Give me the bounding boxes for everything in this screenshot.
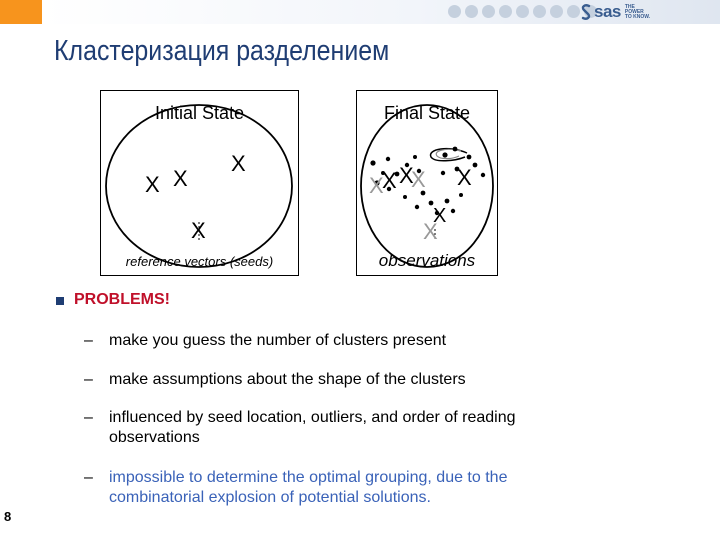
dash-bullet-3: – bbox=[84, 409, 93, 426]
problem-item-3: influenced by seed location, outliers, and order of reading observations bbox=[109, 409, 516, 446]
seed-marker-2: X bbox=[173, 166, 188, 191]
initial-seed-ghost-3: X bbox=[423, 219, 438, 244]
problem-item-2: make assumptions about the shape of the clusters bbox=[109, 371, 466, 388]
final-state-label: Final State bbox=[383, 103, 471, 123]
orange-corner-block bbox=[0, 0, 42, 24]
sas-logo-tagline: THE POWER TO KNOW. bbox=[624, 3, 651, 20]
slide-title: Кластеризация разделением bbox=[54, 35, 390, 67]
centroid-marker-2: X bbox=[399, 163, 414, 188]
initial-seed-ghost-2: X bbox=[411, 167, 426, 192]
seed-marker-3: X bbox=[231, 151, 246, 176]
initial-state-caption: reference vectors (seeds) bbox=[125, 254, 274, 269]
centroid-marker-4: X bbox=[433, 205, 447, 227]
dash-bullet-1: – bbox=[84, 332, 93, 349]
sas-logo bbox=[580, 2, 650, 22]
decorative-dots bbox=[448, 5, 597, 18]
initial-state-label: Initial State bbox=[154, 103, 245, 123]
sas-s-mark-icon bbox=[580, 4, 592, 20]
problem-item-4: impossible to determine the optimal grouping, due to the combinatorial explosion of potential solutions. bbox=[109, 469, 508, 506]
bullet-square-icon bbox=[56, 297, 64, 305]
centroid-marker-1: X bbox=[382, 168, 397, 193]
seed-marker-4: X bbox=[191, 218, 206, 243]
sas-logo-word: sas bbox=[594, 2, 621, 21]
dash-bullet-2: – bbox=[84, 371, 93, 388]
initial-state-diagram bbox=[101, 91, 298, 275]
centroid-marker-3: X bbox=[457, 165, 472, 190]
initial-state-panel bbox=[100, 90, 299, 276]
final-state-panel bbox=[356, 90, 498, 276]
final-state-caption: observations bbox=[378, 251, 476, 270]
seed-marker-1: X bbox=[145, 172, 160, 197]
dash-bullet-4: – bbox=[84, 469, 93, 486]
page-number: 8 bbox=[4, 509, 12, 524]
problems-heading: PROBLEMS! bbox=[74, 291, 170, 308]
problem-item-1: make you guess the number of clusters present bbox=[109, 332, 447, 349]
cluster-swirl-inner bbox=[436, 149, 461, 158]
initial-seed-ghost-1: X bbox=[369, 173, 384, 198]
